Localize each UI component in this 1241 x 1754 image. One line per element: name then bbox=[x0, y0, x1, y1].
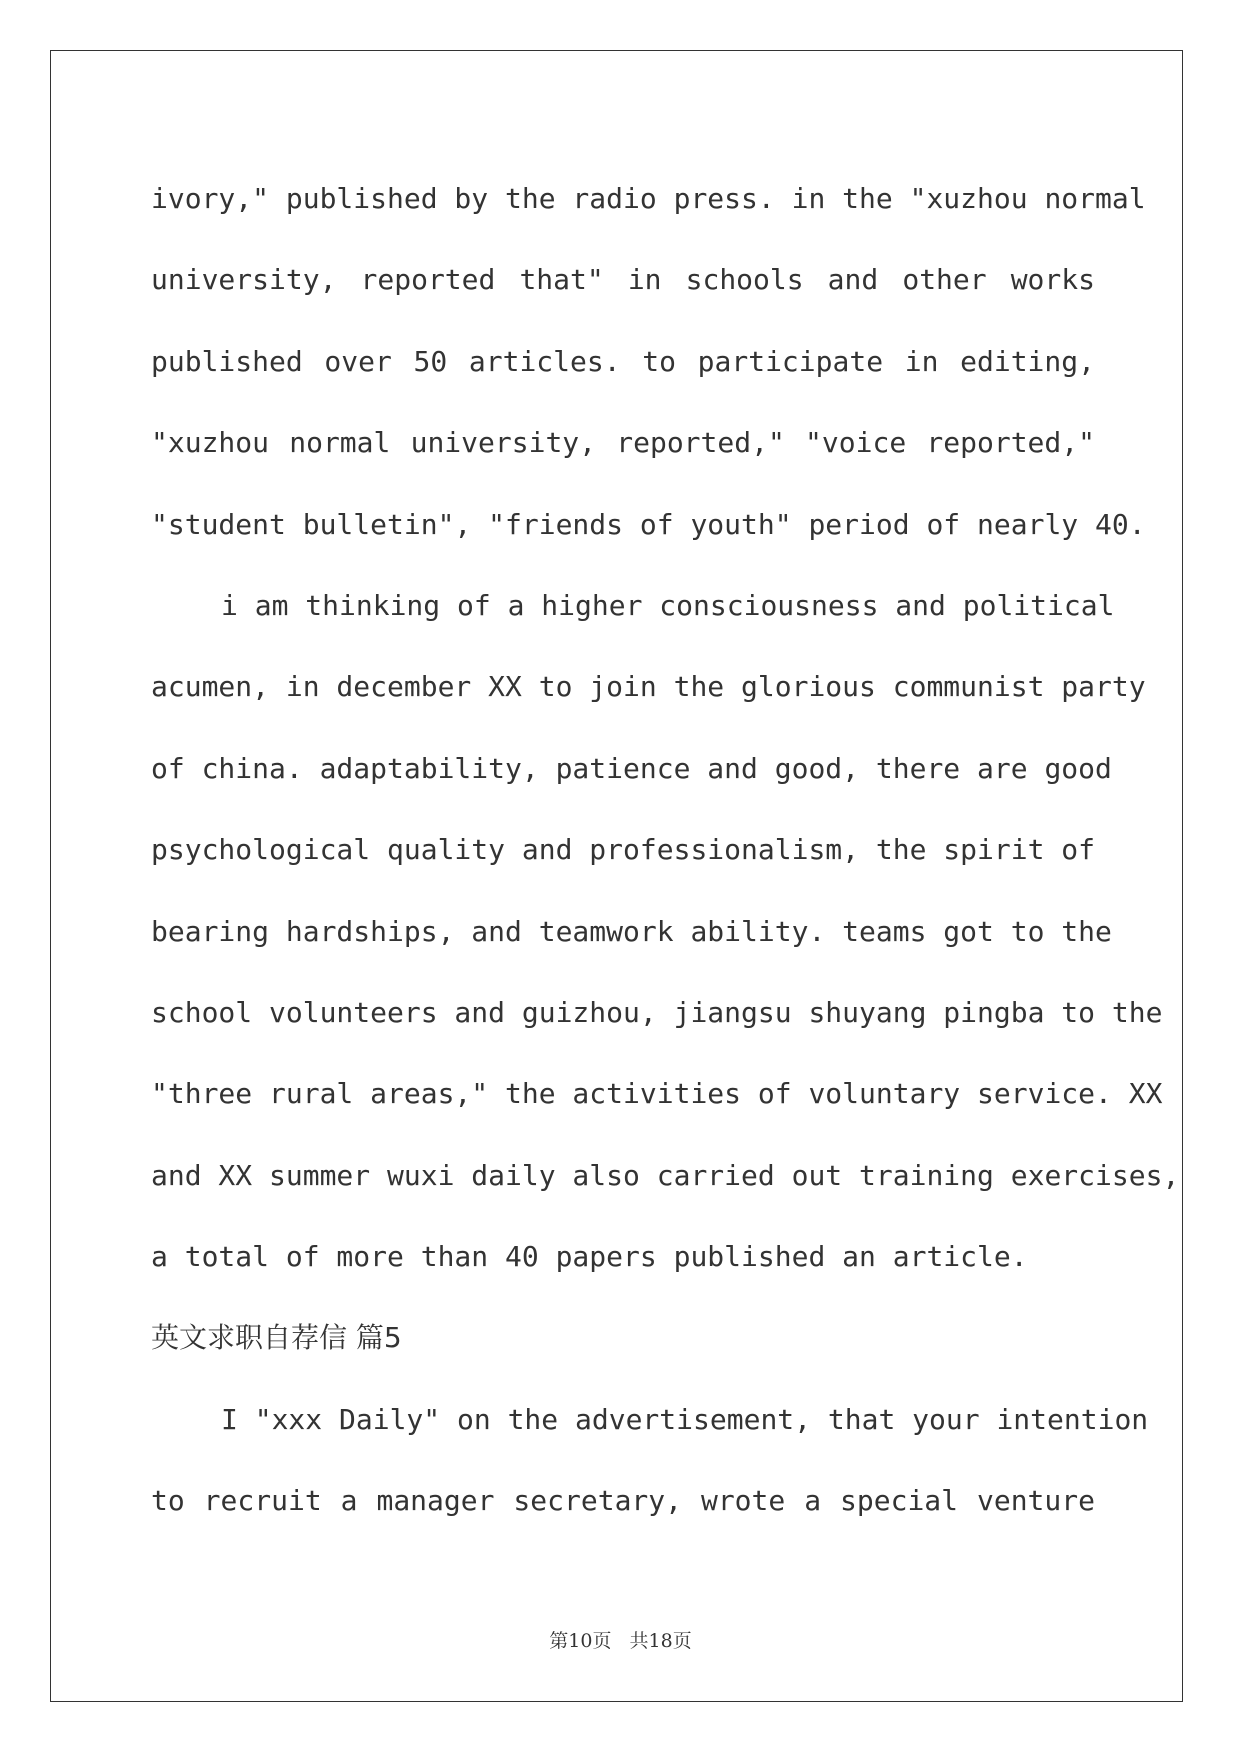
text-line: a total of more than 40 papers published an article. bbox=[151, 1240, 1028, 1274]
text-line: "xuzhou normal university, reported," "voice reported," bbox=[151, 426, 1095, 460]
text-line: published over 50 articles. to participate in editing, bbox=[151, 344, 1095, 378]
text-line: acumen, in december XX to join the glorious communist party bbox=[151, 670, 1146, 704]
text-line: school volunteers and guizhou, jiangsu shuyang pingba to the bbox=[151, 995, 1163, 1029]
text-line: of china. adaptability, patience and good, there are good bbox=[151, 751, 1112, 785]
text-line: and XX summer wuxi daily also carried out training exercises, bbox=[151, 1158, 1180, 1192]
text-line: i am thinking of a higher consciousness and political bbox=[221, 588, 1115, 622]
section-heading: 英文求职自荐信 篇5 bbox=[151, 1321, 402, 1355]
text-line: "student bulletin", "friends of youth" period of nearly 40. bbox=[151, 507, 1146, 541]
paragraph-3 bbox=[151, 1379, 1149, 1542]
text-line: I "xxx Daily" on the advertisement, that your intention bbox=[221, 1402, 1149, 1436]
text-line: ivory," published by the radio press. in the "xuzhou normal bbox=[151, 182, 1146, 215]
paragraph-2 bbox=[151, 565, 1180, 1298]
page-footer bbox=[0, 1626, 1241, 1653]
page-number: 第10页 bbox=[549, 1630, 612, 1652]
text-line: psychological quality and professionalism, the spirit of bbox=[151, 833, 1096, 867]
text-line: to recruit a manager secretary, wrote a special venture bbox=[151, 1484, 1095, 1518]
text-line: bearing hardships, and teamwork ability. teams got to the bbox=[151, 914, 1112, 948]
text-line: university, reported that" in schools and other works bbox=[151, 263, 1095, 297]
document-body bbox=[151, 158, 1180, 1542]
paragraph-1 bbox=[151, 158, 1146, 565]
text-line: "three rural areas," the activities of voluntary service. XX bbox=[151, 1077, 1163, 1111]
page-total: 共18页 bbox=[629, 1630, 692, 1652]
